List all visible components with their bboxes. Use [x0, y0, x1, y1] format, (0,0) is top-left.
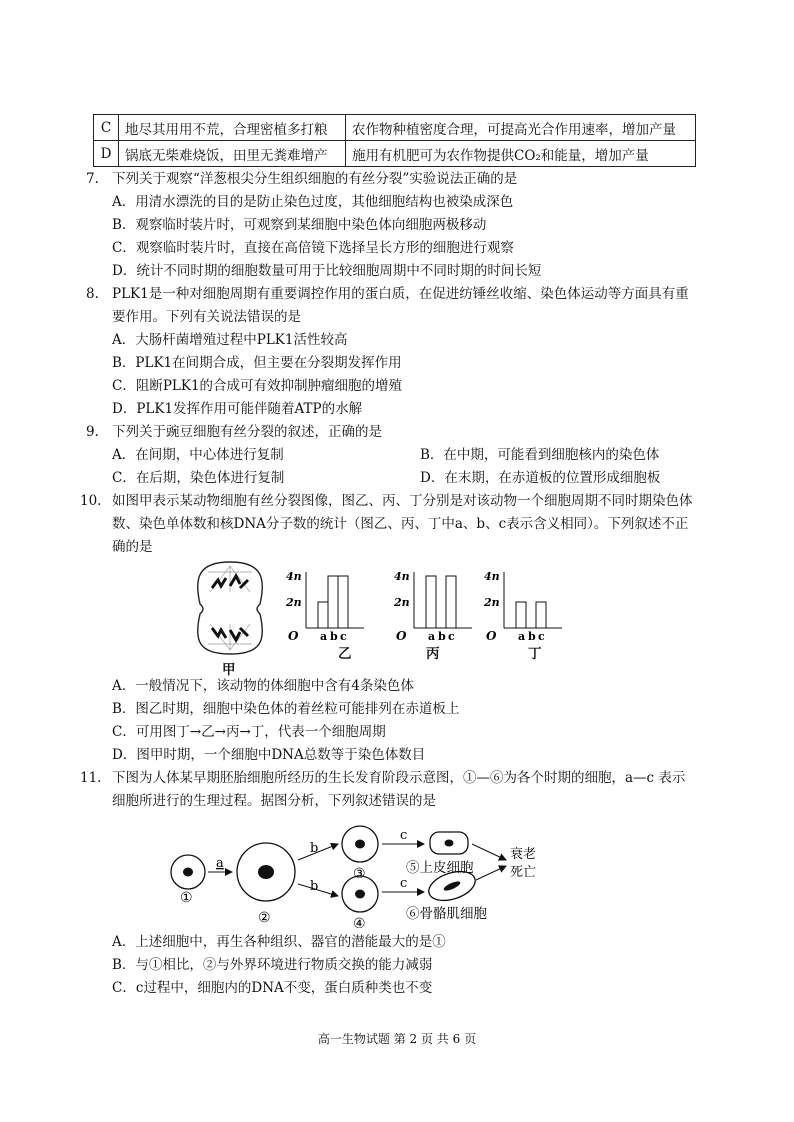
nucleus — [183, 868, 193, 877]
label-a: a — [216, 856, 224, 871]
y-tick-label: 2n — [286, 596, 302, 609]
x-tick-label: a — [428, 630, 436, 643]
chromosome — [212, 578, 226, 588]
row-id: D — [94, 141, 119, 167]
option-d: D．图甲时期，一个细胞中DNA总数等于染色体数目 — [112, 747, 426, 763]
option-c: C．c过程中，细胞内的DNA不变，蛋白质种类也不变 — [112, 980, 433, 996]
row-saying: 地尽其用用不荒，合理密植多打粮 — [119, 115, 346, 141]
y-tick-label: 4n — [394, 570, 410, 583]
bar-c — [536, 602, 546, 628]
option-b: B．与①相比，②与外界环境进行物质交换的能力减弱 — [112, 957, 433, 973]
bar-chart-bing — [392, 566, 474, 646]
row-id: C — [94, 115, 119, 141]
spindle-fiber — [210, 566, 250, 592]
x-tick-label: a — [518, 630, 526, 643]
option-a: A．在间期，中心体进行复制 — [112, 447, 284, 463]
question-stem: 要作用。下列有关说法错误的是 — [112, 309, 301, 325]
origin-label: O — [486, 629, 497, 643]
origin-label: O — [396, 629, 407, 643]
y-tick-label: 4n — [484, 570, 500, 583]
question-stem: PLK1是一种对细胞周期有重要调控作用的蛋白质，在促进纺锤丝收缩、染色体运动等方面具有重 — [112, 286, 689, 302]
arrow-aging-up — [472, 844, 506, 860]
label-c-down: c — [400, 876, 408, 891]
option-b: B．在中期，可能看到细胞核内的染色体 — [420, 447, 660, 463]
label-cell-2: ② — [258, 910, 271, 926]
row-explain: 施用有机肥可为农作物提供CO₂和能量，增加产量 — [346, 141, 696, 167]
option-a: A．一般情况下，该动物的体细胞中含有4条染色体 — [112, 678, 414, 694]
question-number: 11. — [80, 770, 102, 786]
bar-a — [318, 602, 328, 628]
bar-c — [338, 576, 348, 628]
question-number: 9. — [86, 424, 99, 440]
label-cell-1: ① — [180, 890, 193, 906]
nucleus — [443, 880, 462, 893]
option-b: B．PLK1在间期合成，但主要在分裂期发挥作用 — [112, 355, 402, 371]
option-d: D．PLK1发挥作用可能伴随着ATP的水解 — [112, 401, 363, 417]
x-tick-label: c — [538, 630, 545, 643]
arrow-aging-down — [476, 866, 506, 880]
label-cell-6: ⑥骨骼肌细胞 — [406, 906, 487, 922]
x-tick-label: a — [320, 630, 328, 643]
label-cell-4: ④ — [353, 916, 366, 928]
chromosome — [240, 628, 248, 636]
x-tick-label: b — [438, 630, 446, 643]
label-c-up: c — [400, 828, 408, 843]
nucleus — [355, 890, 365, 899]
origin-label: O — [288, 629, 299, 643]
question-stem: 细胞所进行的生理过程。据图分析，下列叙述错误的是 — [112, 793, 436, 809]
chromosome — [212, 628, 226, 638]
option-d: D．统计不同时期的细胞数量可用于比较细胞周期中不同时期的时间长短 — [112, 263, 542, 279]
nucleus — [355, 840, 365, 849]
label-death: 死亡 — [510, 865, 537, 880]
table-row — [94, 115, 696, 141]
bar-b — [328, 576, 338, 628]
row-saying: 锅底无柴难烧饭，田里无粪难增产 — [119, 141, 346, 167]
question-number: 10. — [80, 493, 102, 509]
bar-chart-ding — [482, 566, 564, 646]
question-stem: 确的是 — [112, 539, 153, 555]
label-cell-5: ⑤上皮细胞 — [406, 860, 474, 876]
table-row — [94, 141, 696, 167]
cell-figure-jia — [190, 558, 270, 658]
option-a: A．用清水漂洗的目的是防止染色过度，其他细胞结构也被染成深色 — [112, 194, 514, 210]
row-explain: 农作物种植密度合理，可提高光合作用速率，增加产量 — [346, 115, 696, 141]
bar-a — [426, 576, 436, 628]
label-b-down: b — [310, 879, 319, 894]
question-number: 8. — [86, 286, 99, 302]
differentiation-diagram — [160, 822, 560, 928]
option-c: C．观察临时装片时，直接在高倍镜下选择呈长方形的细胞进行观察 — [112, 240, 514, 256]
figure-label-jia: 甲 — [222, 662, 236, 678]
figure-label-bing: 丙 — [426, 646, 440, 662]
option-c: C．可用图丁→乙→丙→丁，代表一个细胞周期 — [112, 724, 386, 740]
label-b-up: b — [310, 841, 319, 856]
label-aging: 衰老 — [510, 847, 537, 862]
x-tick-label: c — [340, 630, 347, 643]
figure-label-yi: 乙 — [338, 646, 352, 662]
question-stem: 下图为人体某早期胚胎细胞所经历的生长发育阶段示意图，①—⑥为各个时期的细胞，a—c 表示 — [112, 770, 686, 786]
option-c: C．阻断PLK1的合成可有效抑制肿瘤细胞的增殖 — [112, 378, 403, 394]
bar-chart-yi — [284, 566, 366, 646]
option-d: D．在末期，在赤道板的位置形成细胞板 — [420, 470, 661, 486]
nucleus — [445, 840, 454, 847]
question-stem: 如图甲表示某动物细胞有丝分裂图像，图乙、丙、丁分别是对该动物一个细胞周期不同时期染色体 — [112, 493, 693, 509]
figure-label-ding: 丁 — [528, 646, 542, 662]
spindle-fiber — [210, 624, 250, 650]
chromosome — [240, 580, 248, 588]
option-a: A．大肠杆菌增殖过程中PLK1活性较高 — [112, 332, 348, 348]
option-b: B．图乙时期，细胞中染色体的着丝粒可能排列在赤道板上 — [112, 701, 460, 717]
question-stem: 下列关于豌豆细胞有丝分裂的叙述，正确的是 — [112, 424, 382, 440]
bar-a — [516, 602, 526, 628]
label-cell-3: ③ — [353, 866, 366, 882]
y-tick-label: 2n — [394, 596, 410, 609]
option-a: A．上述细胞中，再生各种组织、器官的潜能最大的是① — [112, 934, 446, 950]
option-c: C．在后期，染色体进行复制 — [112, 470, 285, 486]
page-footer: 高一生物试题 第 2 页 共 6 页 — [317, 1032, 477, 1046]
x-tick-label: b — [528, 630, 536, 643]
y-tick-label: 2n — [484, 596, 500, 609]
y-tick-label: 4n — [286, 570, 302, 583]
nucleus — [258, 865, 274, 879]
question-number: 7. — [86, 171, 99, 187]
x-tick-label: b — [330, 630, 338, 643]
option-b: B．观察临时装片时，可观察到某细胞中染色体向细胞两极移动 — [112, 217, 487, 233]
answer-table — [93, 114, 696, 167]
bar-c — [446, 576, 456, 628]
x-tick-label: c — [448, 630, 455, 643]
question-stem: 数、染色单体数和核DNA分子数的统计（图乙、丙、丁中a、b、c表示含义相同）。下列叙述不正 — [112, 516, 689, 532]
question-stem: 下列关于观察“洋葱根尖分生组织细胞的有丝分裂”实验说法正确的是 — [112, 171, 518, 187]
